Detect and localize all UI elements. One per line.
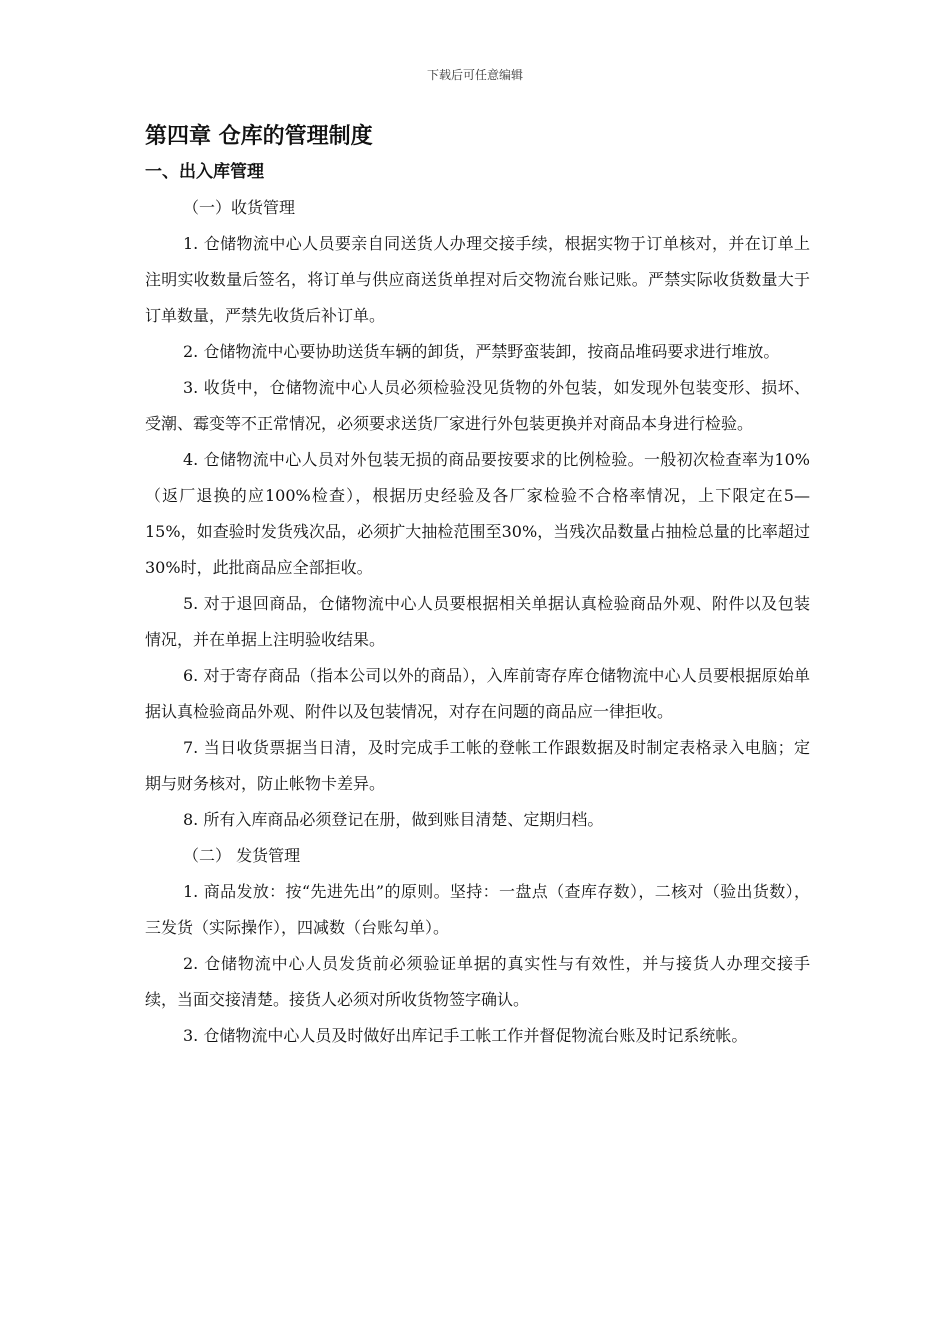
paragraph: 3. 仓储物流中心人员及时做好出库记手工帐工作并督促物流台账及时记系统帐。 — [183, 1026, 748, 1045]
document-body — [145, 120, 810, 1054]
section-title: 一、出入库管理 — [145, 162, 264, 182]
chapter-title: 第四章 仓库的管理制度 — [145, 124, 373, 149]
paragraph: 2. 仓储物流中心要协助送货车辆的卸货，严禁野蛮装卸，按商品堆码要求进行堆放。 — [183, 342, 780, 361]
paragraph: 1. 仓储物流中心人员要亲自同送货人办理交接手续，根据实物于订单核对，并在订单上注明实收数量后签名，将订单与供应商送货单捏对后交物流台账记账。严禁实际收货数量大于订单数量，严禁先收货后补订单。 — [145, 234, 810, 325]
paragraph: 6. 对于寄存商品（指本公司以外的商品），入库前寄存库仓储物流中心人员要根据原始单据认真检验商品外观、附件以及包装情况，对存在问题的商品应一律拒收。 — [145, 666, 810, 721]
subsection-title: （一）收货管理 — [183, 198, 296, 217]
paragraph: 7. 当日收货票据当日清，及时完成手工帐的登帐工作跟数据及时制定表格录入电脑；定期与财务核对，防止帐物卡差异。 — [145, 738, 810, 793]
page-header-note: 下载后可任意编辑 — [426, 68, 523, 82]
paragraph: 4. 仓储物流中心人员对外包装无损的商品要按要求的比例检验。一般初次检查率为10%（返厂退换的应100%检查），根据历史经验及各厂家检验不合格率情况，上下限定在5—15%，如查验时发货残次品，必须扩大抽检范围至30%，当残次品数量占抽检总量的比率超过30%时，此批商品应全部拒收。 — [145, 450, 810, 577]
paragraph: 1. 商品发放：按“先进先出”的原则。坚持：一盘点（查库存数），二核对（验出货数），三发货（实际操作），四减数（台账勾单）。 — [145, 882, 810, 937]
paragraph: 2. 仓储物流中心人员发货前必须验证单据的真实性与有效性，并与接货人办理交接手续，当面交接清楚。接货人必须对所收货物签字确认。 — [145, 954, 810, 1009]
paragraph: 8. 所有入库商品必须登记在册，做到账目清楚、定期归档。 — [183, 810, 604, 829]
subsection-shipping — [145, 838, 810, 1054]
subsection-receiving — [145, 190, 810, 838]
subsection-title: （二） 发货管理 — [183, 846, 301, 865]
paragraph: 3. 收货中，仓储物流中心人员必须检验没见货物的外包装，如发现外包装变形、损坏、受潮、霉变等不正常情况，必须要求送货厂家进行外包装更换并对商品本身进行检验。 — [145, 378, 810, 433]
paragraph: 5. 对于退回商品，仓储物流中心人员要根据相关单据认真检验商品外观、附件以及包装情况，并在单据上注明验收结果。 — [145, 594, 810, 649]
